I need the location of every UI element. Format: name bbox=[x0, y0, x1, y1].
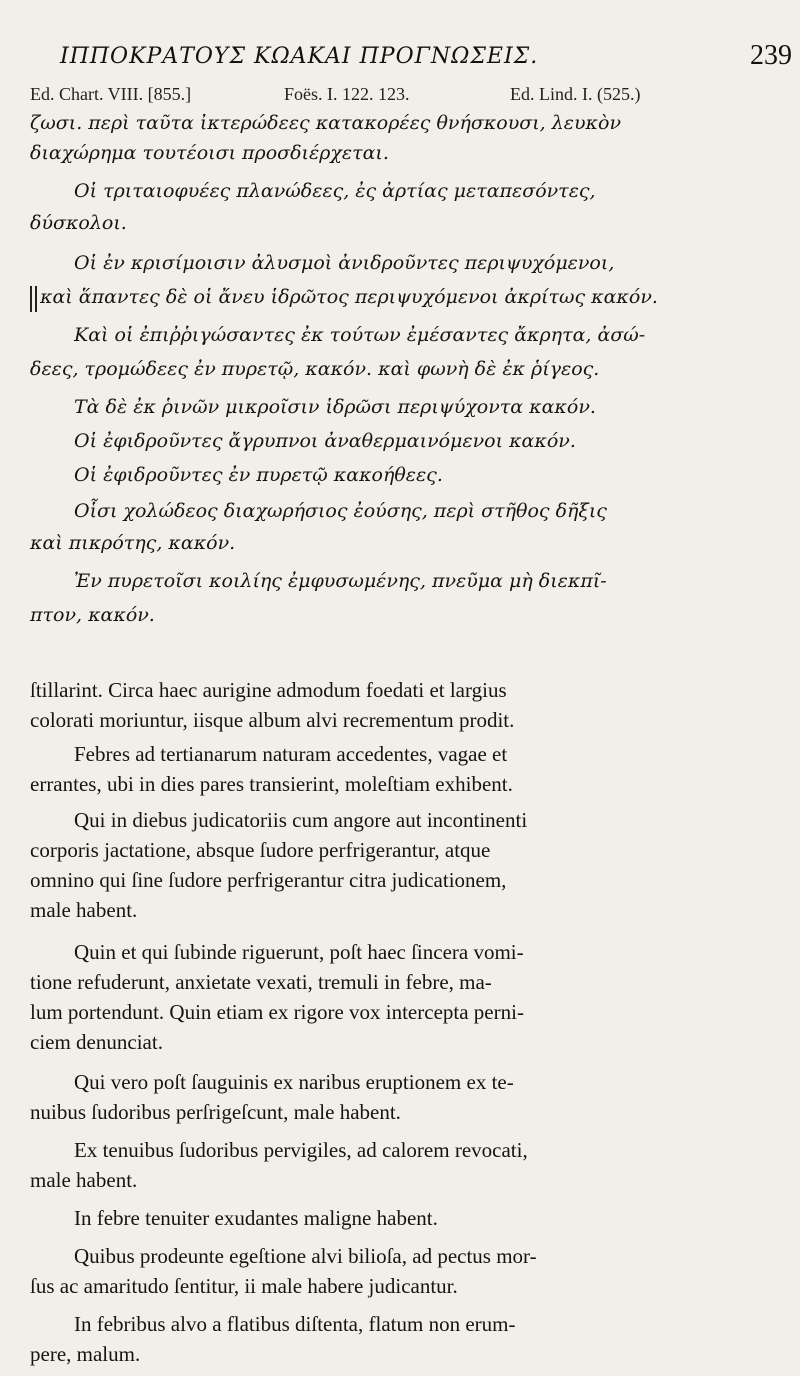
latin-line: pere, malum. bbox=[30, 1342, 141, 1366]
latin-line: male habent. bbox=[30, 898, 138, 922]
edition-lind-ref: Ed. Lind. I. (525.) bbox=[510, 84, 641, 104]
greek-line: Οἱ τριταιοφυέες πλανώδεες, ἐς ἀρτίας μεταπεσόντες, bbox=[74, 180, 596, 202]
greek-line: Ἐν πυρετοῖσι κοιλίης ἐμφυσωμένης, πνεῦμα μὴ διεκπῖ- bbox=[74, 570, 607, 592]
latin-line: Quin et qui ſubinde riguerunt, poſt haec ſincera vomi- bbox=[74, 940, 524, 964]
latin-line: Qui vero poſt ſauguinis ex naribus eruptionem ex te- bbox=[74, 1070, 514, 1094]
greek-line: Οἱ ἐν κρισίμοισιν ἀλυσμοὶ ἀνιδροῦντες περιψυχόμενοι, bbox=[74, 252, 615, 274]
edition-chart-ref: Ed. Chart. VIII. [855.] bbox=[30, 84, 192, 104]
greek-line: καὶ πικρότης, κακόν. bbox=[30, 532, 236, 554]
latin-line: ſus ac amaritudo ſentitur, ii male habere judicantur. bbox=[30, 1274, 458, 1298]
latin-line: errantes, ubi in dies pares transierint, moleſtiam exhibent. bbox=[30, 772, 513, 796]
latin-line: colorati moriuntur, iisque album alvi recrementum prodit. bbox=[30, 708, 515, 732]
latin-line: Qui in diebus judicatoriis cum angore aut incontinenti bbox=[74, 808, 528, 832]
margin-marker bbox=[30, 286, 37, 312]
latin-line: Ex tenuibus ſudoribus pervigiles, ad calorem revocati, bbox=[74, 1138, 528, 1162]
greek-line: Οἱ ἐφιδροῦντες ἐν πυρετῷ κακοήθεες. bbox=[74, 464, 443, 486]
latin-line: Febres ad tertianarum naturam accedentes, vagae et bbox=[74, 742, 508, 766]
greek-line: δεες, τρομώδεες ἐν πυρετῷ, κακόν. καὶ φωνὴ δὲ ἐκ ῥίγεος. bbox=[30, 358, 600, 380]
running-title: ΙΠΠΟΚΡΑΤΟΥΣ ΚΩΑΚΑΙ ΠΡΟΓΝΩΣΕΙΣ. bbox=[60, 44, 539, 69]
latin-line: ſtillarint. Circa haec aurigine admodum foedati et largius bbox=[30, 678, 507, 702]
latin-line: corporis jactatione, absque ſudore perfrigerantur, atque bbox=[30, 838, 491, 862]
latin-line: nuibus ſudoribus perſrigeſcunt, male habent. bbox=[30, 1100, 401, 1124]
greek-line: Οἷσι χολώδεος διαχωρήσιος ἐούσης, περὶ στῆθος δῆξις bbox=[74, 500, 607, 522]
latin-line: Quibus prodeunte egeſtione alvi bilioſa, ad pectus mor- bbox=[74, 1244, 537, 1268]
page-header bbox=[60, 40, 800, 88]
latin-line: omnino qui ſine ſudore perfrigerantur citra judicationem, bbox=[30, 868, 507, 892]
greek-line: καὶ ἅπαντες δὲ οἱ ἄνευ ἱδρῶτος περιψυχόμενοι ἀκρίτως κακόν. bbox=[40, 286, 658, 308]
latin-line: In febribus alvo a flatibus diſtenta, flatum non erum- bbox=[74, 1312, 516, 1336]
latin-line: male habent. bbox=[30, 1168, 138, 1192]
greek-line: δύσκολοι. bbox=[30, 212, 127, 234]
edition-references bbox=[30, 84, 780, 112]
greek-line: Οἱ ἐφιδροῦντες ἄγρυπνοι ἀναθερμαινόμενοι κακόν. bbox=[74, 430, 576, 452]
greek-line: διαχώρημα τουτέοισι προσδιέρχεται. bbox=[30, 142, 389, 164]
latin-line: lum portendunt. Quin etiam ex rigore vox intercepta perni- bbox=[30, 1000, 524, 1024]
edition-foes-ref: Foës. I. 122. 123. bbox=[284, 84, 410, 104]
page-number: 239 bbox=[750, 40, 792, 71]
greek-line: Καὶ οἱ ἐπιῤῥιγώσαντες ἐκ τούτων ἐμέσαντες ἄκρητα, ἀσώ- bbox=[74, 324, 646, 346]
latin-line: In febre tenuiter exudantes maligne habent. bbox=[74, 1206, 438, 1230]
greek-line: ζωσι. περὶ ταῦτα ἰκτερώδεες κατακορέες θνήσκουσι, λευκὸν bbox=[30, 112, 621, 134]
latin-line: tione refuderunt, anxietate vexati, tremuli in febre, ma- bbox=[30, 970, 492, 994]
greek-line: πτον, κακόν. bbox=[30, 604, 155, 626]
greek-line: Τὰ δὲ ἐκ ῥινῶν μικροῖσιν ἱδρῶσι περιψύχοντα κακόν. bbox=[74, 396, 596, 418]
latin-line: ciem denunciat. bbox=[30, 1030, 163, 1054]
